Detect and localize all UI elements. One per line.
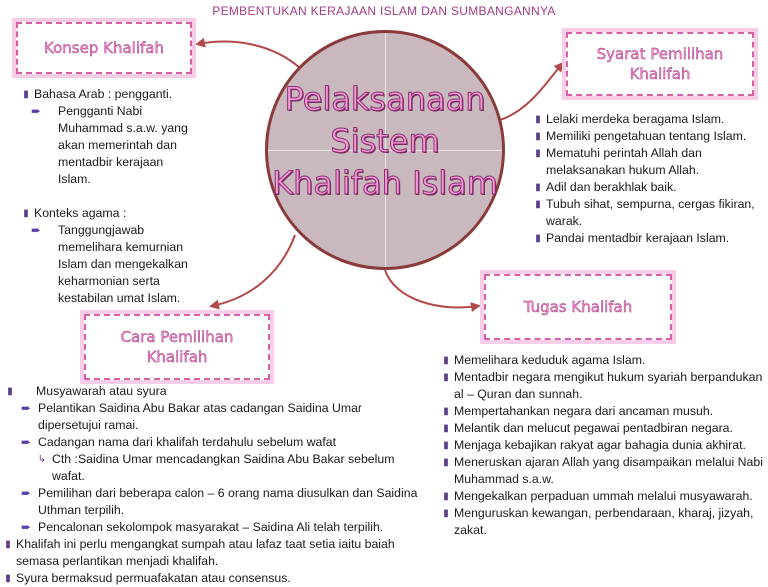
square-bullet-icon: ▮ <box>443 406 449 417</box>
arrow-to-tugas <box>385 270 478 308</box>
list-item: ▮ Syura bermaksud permuafakatan atau consensus. <box>2 570 424 587</box>
square-bullet-icon: ▮ <box>7 386 13 397</box>
list-item: ▮ Memiliki pengetahuan tentang Islam. <box>532 128 764 145</box>
syarat-box-label: Syarat Pemilihan <box>596 45 724 63</box>
list-item: ▮ Memelihara keduduk agama Islam. <box>440 352 764 369</box>
center-title-line: Sistem <box>330 122 440 160</box>
syarat-box <box>562 28 758 100</box>
list-item: ↳ Cth :Saidina Umar mencadangkan Saidina Abu Bakar sebelum wafat. <box>37 452 395 483</box>
list-item: ▮ Musyawarah atau syura <box>4 383 424 400</box>
list-item: ➨ Cadangan nama dari khalifah terdahulu sebelum wafat <box>20 435 337 449</box>
list-item: ▮ Tubuh sihat, sempurna, cergas fikiran, warak. <box>532 196 764 230</box>
square-bullet-icon: ▮ <box>443 491 449 502</box>
square-bullet-icon: ▮ <box>443 440 449 451</box>
list-item: ➨ Pencalonan sekolompok masyarakat – Saidina Ali telah terpilih. <box>20 520 384 534</box>
square-bullet-icon: ▮ <box>5 573 11 584</box>
tugas-box-label: Tugas Khalifah <box>523 298 633 316</box>
list-item: ➨ Pemilihan dari beberapa calon – 6 orang nama diusulkan dan Saidina Uthman terpilih. <box>20 486 418 517</box>
list-item: ▮ Pandai mentadbir kerajaan Islam. <box>532 230 764 247</box>
square-bullet-icon: ▮ <box>443 355 449 366</box>
square-bullet-icon: ▮ <box>5 539 11 550</box>
list-item: ▮ Mematuhi perintah Allah dan melaksanakan hukum Allah. <box>532 145 764 179</box>
cara-list <box>4 383 424 587</box>
cara-box-label: Cara Pemilihan <box>120 328 234 346</box>
list-item: ▮ Meneruskan ajaran Allah yang disampaikan melalui Nabi Muhammad s.a.w. <box>440 454 764 488</box>
list-item: ▮ Konteks agama : <box>20 205 198 222</box>
tugas-list <box>440 352 764 539</box>
arrow-bullet-icon: ➨ <box>20 486 32 500</box>
square-bullet-icon: ▮ <box>535 114 541 125</box>
center-title-line: Khalifah Islam <box>272 164 498 202</box>
list-item: ▮ Bahasa Arab : pengganti. <box>20 86 198 103</box>
list-item: ▮ Melantik dan melucut pegawai pentadbiran negara. <box>440 420 764 437</box>
square-bullet-icon: ▮ <box>535 233 541 244</box>
arrow-to-konsep <box>198 42 300 68</box>
corner-arrow-icon: ↳ <box>37 454 47 465</box>
square-bullet-icon: ▮ <box>23 89 29 100</box>
cara-box <box>80 310 274 384</box>
list-item: ➨ Tanggungjawab memelihara kemurnian Islam dan mengekalkan keharmonian serta kestabilan umat Islam. <box>30 223 188 305</box>
arrow-bullet-icon: ➨ <box>20 401 32 415</box>
list-item: ▮ Menjaga kebajikan rakyat agar bahagia dunia akhirat. <box>440 437 764 454</box>
square-bullet-icon: ▮ <box>443 372 449 383</box>
arrow-bullet-icon: ➨ <box>30 104 42 118</box>
center-title <box>265 78 505 204</box>
cara-box-label: Khalifah <box>146 348 208 366</box>
square-bullet-icon: ▮ <box>443 508 449 519</box>
list-item: ▮ Lelaki merdeka beragama Islam. <box>532 111 764 128</box>
square-bullet-icon: ▮ <box>443 457 449 468</box>
square-bullet-icon: ▮ <box>23 208 29 219</box>
arrow-bullet-icon: ➨ <box>20 520 32 534</box>
center-title-line: Pelaksanaan <box>284 80 486 118</box>
list-item: ➨ Pelantikan Saidina Abu Bakar atas cadangan Saidina Umar dipersetujui ramai. <box>20 401 363 432</box>
konsep-box <box>12 18 196 78</box>
square-bullet-icon: ▮ <box>535 182 541 193</box>
list-item: ▮ Mentadbir negara mengikut hukum syariah berpandukan al – Quran dan sunnah. <box>440 369 764 403</box>
list-item: ▮ Adil dan berakhlak baik. <box>532 179 764 196</box>
page-title: PEMBENTUKAN KERAJAAN ISLAM DAN SUMBANGANNYA <box>212 4 556 18</box>
list-item: ➨ Pengganti Nabi Muhammad s.a.w. yang akan memerintah dan mentadbir kerajaan Islam. <box>30 104 188 186</box>
list-item: ▮ Khalifah ini perlu mengangkat sumpah atau lafaz taat setia iaitu baiah semasa perlantikan menjadi khalifah. <box>2 536 424 570</box>
square-bullet-icon: ▮ <box>535 148 541 159</box>
square-bullet-icon: ▮ <box>443 423 449 434</box>
arrow-bullet-icon: ➨ <box>20 435 32 449</box>
square-bullet-icon: ▮ <box>535 131 541 142</box>
arrow-to-cara <box>212 235 295 306</box>
list-item: ▮ Menguruskan kewangan, perbendaraan, kharaj, jizyah, zakat. <box>440 505 764 539</box>
syarat-box-label: Khalifah <box>629 65 691 83</box>
konsep-list <box>20 86 198 307</box>
square-bullet-icon: ▮ <box>535 199 541 210</box>
syarat-list <box>532 111 764 247</box>
konsep-box-label: Konsep Khalifah <box>44 39 164 57</box>
arrow-bullet-icon: ➨ <box>30 223 42 237</box>
list-item: ▮ Mengekalkan perpaduan ummah melalui musyawarah. <box>440 488 764 505</box>
list-item: ▮ Mempertahankan negara dari ancaman musuh. <box>440 403 764 420</box>
tugas-box <box>480 270 676 344</box>
